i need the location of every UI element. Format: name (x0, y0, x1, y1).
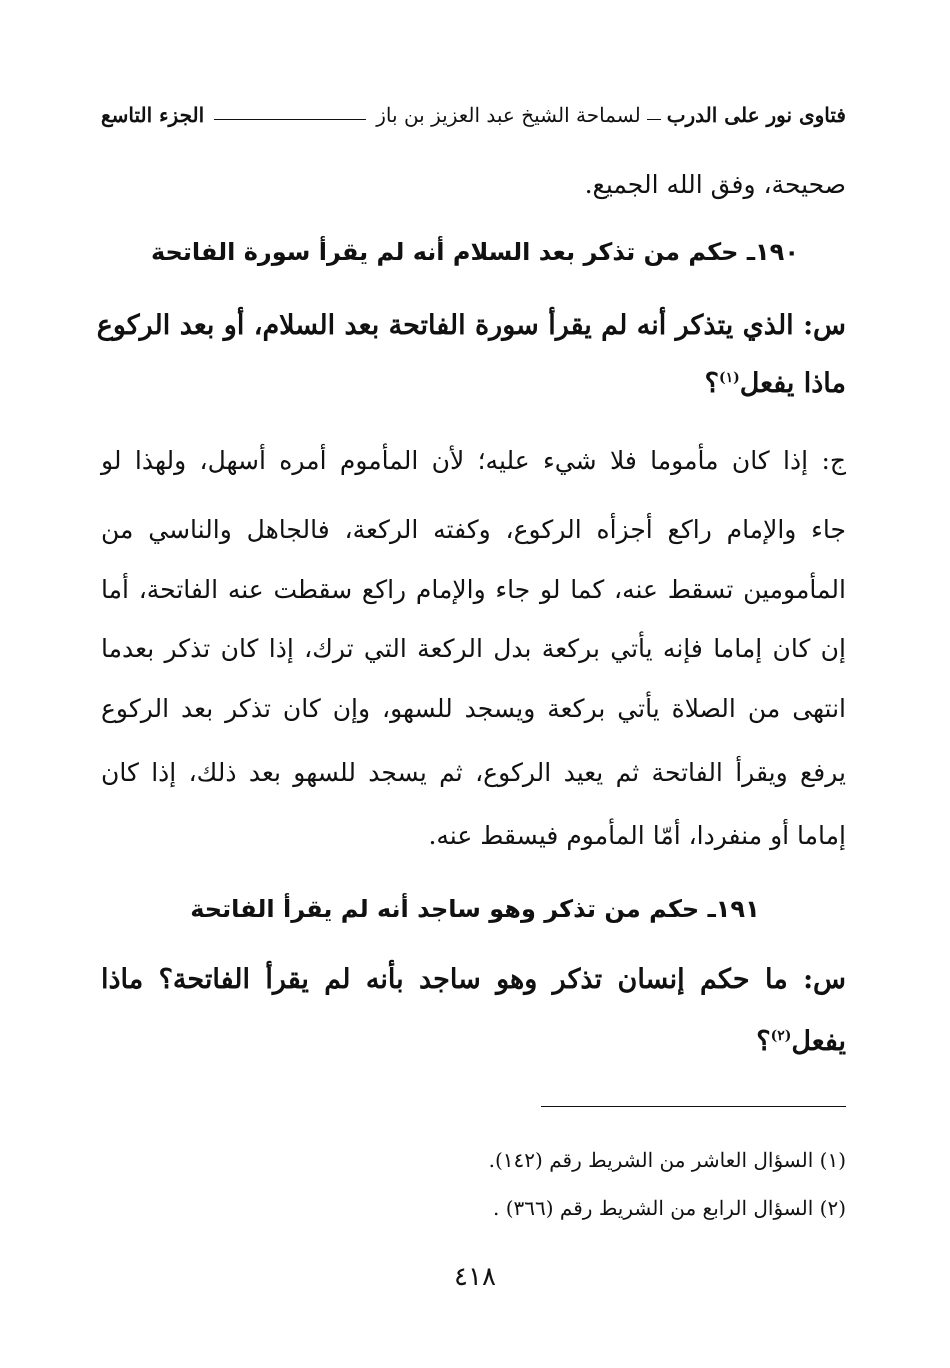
intro-line: صحيحة، وفق الله الجميع. (584, 170, 846, 199)
section-190-question-line-1: س: الذي يتذكر أنه لم يقرأ سورة الفاتحة بعد السلام، أو بعد الركوع (96, 310, 846, 341)
section-191-question-line-1: س: ما حكم إنسان تذكر وهو ساجد بأنه لم يقرأ الفاتحة؟ ماذا (101, 964, 846, 995)
section-191-question-line-2 (101, 1022, 846, 1062)
answer-line: جاء والإمام راكع أجزأه الركوع، وكفته الركعة، فالجاهل والناسي من (101, 515, 846, 544)
answer-line: إماما أو منفردا، أمّا المأموم فيسقط عنه. (428, 821, 846, 850)
footnote-ref-2: (٢) (770, 1028, 792, 1044)
section-190-question-line-2 (101, 364, 846, 404)
header-rule (214, 119, 366, 120)
question-text: ماذا يفعل (739, 368, 846, 399)
answer-line: المأمومين تسقط عنه، كما لو جاء والإمام راكع سقطت عنه الفاتحة، أما (101, 575, 846, 604)
volume-label: الجزء التاسع (101, 103, 205, 127)
answer-line: إن كان إماما فإنه يأتي بركعة بدل الركعة التي ترك، إذا كان تذكر بعدما (101, 634, 846, 663)
header-dash (647, 119, 661, 120)
running-header (101, 100, 846, 130)
footnote-1: (١) السؤال العاشر من الشريط رقم (١٤٢). (488, 1148, 846, 1172)
question-text: يفعل (791, 1026, 846, 1057)
footnote-2: (٢) السؤال الرابع من الشريط رقم (٣٦٦) . (493, 1196, 846, 1220)
book-title: فتاوى نور على الدرب (666, 103, 846, 127)
author-attribution: لسماحة الشيخ عبد العزيز بن باز (376, 103, 641, 127)
answer-line: انتهى من الصلاة يأتي بركعة ويسجد للسهو، وإن كان تذكر بعد الركوع (101, 694, 846, 723)
footnote-separator (541, 1106, 846, 1107)
question-mark: ؟ (756, 1026, 771, 1057)
answer-line: ج: إذا كان مأموما فلا شيء عليه؛ لأن المأموم أمره أسهل، ولهذا لو (101, 446, 846, 475)
page-number: ٤١٨ (454, 1262, 496, 1292)
answer-line: يرفع ويقرأ الفاتحة ثم يعيد الركوع، ثم يسجد للسهو بعد ذلك، إذا كان (101, 758, 846, 787)
footnote-ref-1: (١) (718, 370, 740, 386)
section-190-heading: ١٩٠ـ حكم من تذكر بعد السلام أنه لم يقرأ سورة الفاتحة (151, 238, 799, 266)
section-191-heading: ١٩١ـ حكم من تذكر وهو ساجد أنه لم يقرأ الفاتحة (190, 895, 760, 923)
question-mark: ؟ (704, 368, 719, 399)
